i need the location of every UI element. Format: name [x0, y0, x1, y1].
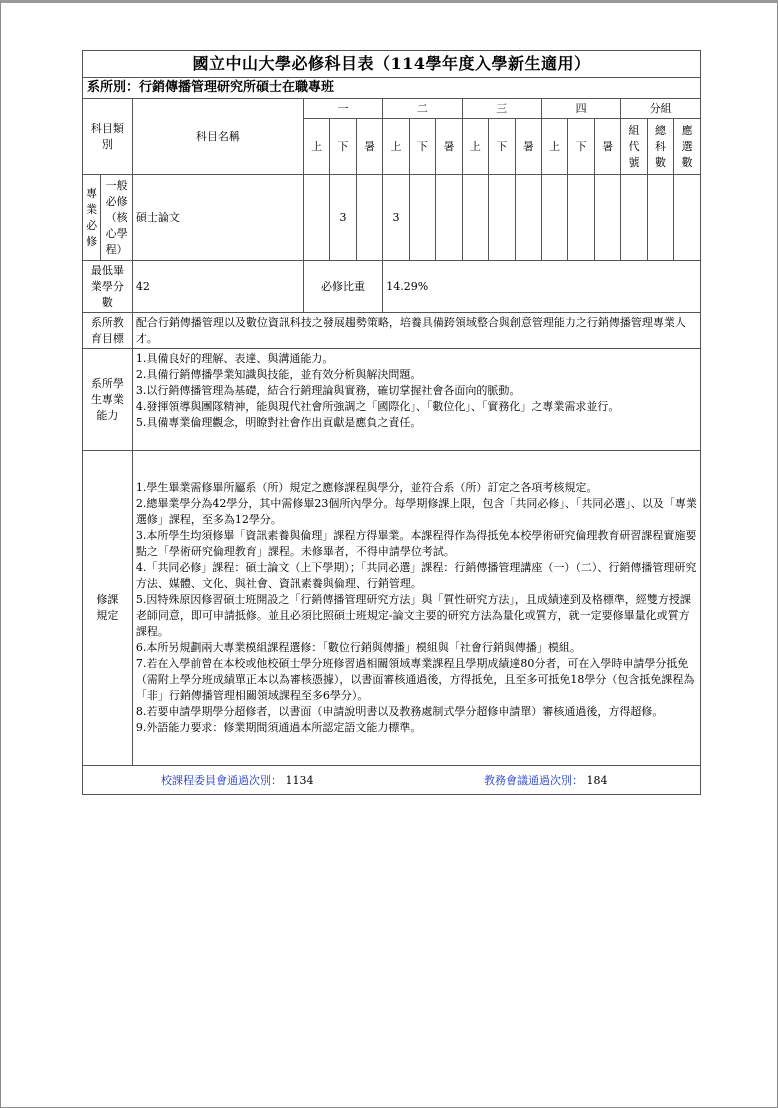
abilities-list — [132, 349, 700, 451]
term-summer: 暑 — [594, 119, 620, 175]
objectives-text: 配合行銷傳播管理以及數位資訊科技之發展趨勢策略，培養具備跨領域整合與創意管理能力之行銷傳播管理專業人才。 — [132, 313, 700, 349]
rule-item: 6.本所另規劃兩大專業模組課程選修：「數位行銷與傳播」模組與「社會行銷與傳播」模組。 — [135, 641, 581, 654]
rule-item: 2.總畢業學分為42學分，其中需修畢23個所內學分。每學期修課上限，包含「共同必修」、「共同必選」、以及「專業選修」課程，至多為12學分。 — [135, 497, 697, 526]
term-down: 下 — [489, 119, 515, 175]
term-summer: 暑 — [356, 119, 382, 175]
page-title: 國立中山大學必修科目表（114學年度入學新生適用） — [83, 51, 701, 78]
cell-y2-down — [409, 175, 435, 261]
cell-y1-down: 3 — [330, 175, 356, 261]
term-up: 上 — [462, 119, 488, 175]
category-sub: 一般必修（核心學程） — [101, 175, 133, 261]
rules-label: 修課規定 — [83, 451, 133, 766]
rule-item: 7.若在入學前曾在本校或他校碩士學分班修習過相關領域專業課程且學期成績達80分者，可在入學時申請學分抵免（需附上學分班成績單正本以為審核憑據），以書面審核通過後，方得抵免，且至多可抵免18學分（包含抵免課程為「非」行銷傳播管理相關領域課程至多6學分）。 — [135, 657, 695, 702]
cell-y3-down — [489, 175, 515, 261]
rules-list — [132, 451, 700, 766]
term-summer: 暑 — [515, 119, 541, 175]
cell-required-count — [674, 175, 701, 261]
curriculum-table — [82, 50, 701, 766]
category-main: 專業必修 — [83, 175, 101, 261]
cell-y4-summer — [594, 175, 620, 261]
department-label: 系所別：行銷傳播管理研究所碩士在職專班 — [83, 78, 701, 99]
cell-group-code — [621, 175, 647, 261]
cell-y1-summer — [356, 175, 382, 261]
committee-label: 校課程委員會通過次別： — [161, 774, 282, 787]
ability-item: 3.以行銷傳播管理為基礎，結合行銷理論與實務，確切掌握社會各面向的脈動。 — [135, 384, 521, 397]
rule-item: 5.因特殊原因修習碩士班開設之「行銷傳播管理研究方法」與「質性研究方法」，且成績達到及格標準，經雙方授課老師同意，即可申請抵修。並且必須比照碩士班規定-論文主要的研究方法為量化或質方，就一定要修畢量化或質方課程。 — [135, 593, 691, 638]
rule-item: 8.若要申請學期學分超修者，以書面（申請說明書以及教務處制式學分超修申請單）審核通過後，方得超修。 — [135, 705, 664, 718]
min-credits-value: 42 — [132, 261, 303, 313]
group-header: 分組 — [621, 99, 701, 119]
cell-y1-up — [303, 175, 329, 261]
group-code-header: 組代號 — [621, 119, 647, 175]
committee-value: 1134 — [285, 774, 314, 787]
ability-item: 1.具備良好的理解、表達、與溝通能力。 — [135, 352, 334, 365]
rule-item: 9.外語能力要求：修業期間須通過本所認定語文能力標準。 — [135, 721, 422, 734]
academic-approval — [392, 772, 701, 788]
course-name-header: 科目名稱 — [132, 99, 303, 175]
rule-item: 3.本所學生均須修畢「資訊素養與倫理」課程方得畢業。本課程得作為得抵免本校學術研究倫理教育研習課程實施要點之「學術研究倫理教育」課程。未修畢者，不得申請學位考試。 — [135, 529, 697, 558]
term-down: 下 — [330, 119, 356, 175]
cell-y3-summer — [515, 175, 541, 261]
ability-item: 5.具備專業倫理觀念，明瞭對社會作出貢獻是應負之責任。 — [135, 416, 422, 429]
committee-approval — [83, 772, 392, 788]
term-down: 下 — [568, 119, 594, 175]
min-credits-label: 最低畢業學分數 — [83, 261, 133, 313]
term-up: 上 — [303, 119, 329, 175]
year-1-header: 一 — [303, 99, 382, 119]
academic-label: 教務會議通過次別： — [484, 774, 583, 787]
course-name: 碩士論文 — [132, 175, 303, 261]
ratio-label: 必修比重 — [303, 261, 382, 313]
required-count-header: 應選數 — [674, 119, 701, 175]
abilities-label: 系所學生專業能力 — [83, 349, 133, 451]
cell-y2-up: 3 — [383, 175, 409, 261]
ability-item: 4.發揮領導與團隊精神，能與現代社會所強調之「國際化」、「數位化」、「實務化」之專業需求並行。 — [135, 400, 620, 413]
year-2-header: 二 — [383, 99, 462, 119]
rule-item: 1.學生畢業需修畢所屬系（所）規定之應修課程與學分，並符合系（所）訂定之各項考核規定。 — [135, 481, 598, 494]
category-header: 科目類別 — [83, 99, 133, 175]
cell-y4-up — [541, 175, 567, 261]
term-up: 上 — [541, 119, 567, 175]
term-summer: 暑 — [436, 119, 462, 175]
academic-value: 184 — [586, 774, 608, 787]
curriculum-document — [82, 50, 701, 795]
cell-y3-up — [462, 175, 488, 261]
ability-item: 2.具備行銷傳播學業知識與技能，並有效分析與解決問題。 — [135, 368, 422, 381]
objectives-label: 系所教育目標 — [83, 313, 133, 349]
total-courses-header: 總科數 — [647, 119, 673, 175]
cell-y4-down — [568, 175, 594, 261]
cell-total-courses — [647, 175, 673, 261]
approval-footer — [82, 766, 701, 795]
term-up: 上 — [383, 119, 409, 175]
ratio-value: 14.29% — [383, 261, 701, 313]
cell-y2-summer — [436, 175, 462, 261]
rule-item: 4.「共同必修」課程：碩士論文（上下學期）；「共同必選」課程：行銷傳播管理講座（一）（二）、行銷傳播管理研究方法、媒體、文化、與社會、資訊素養與倫理、行銷管理。 — [135, 561, 697, 590]
term-down: 下 — [409, 119, 435, 175]
year-3-header: 三 — [462, 99, 541, 119]
year-4-header: 四 — [541, 99, 620, 119]
